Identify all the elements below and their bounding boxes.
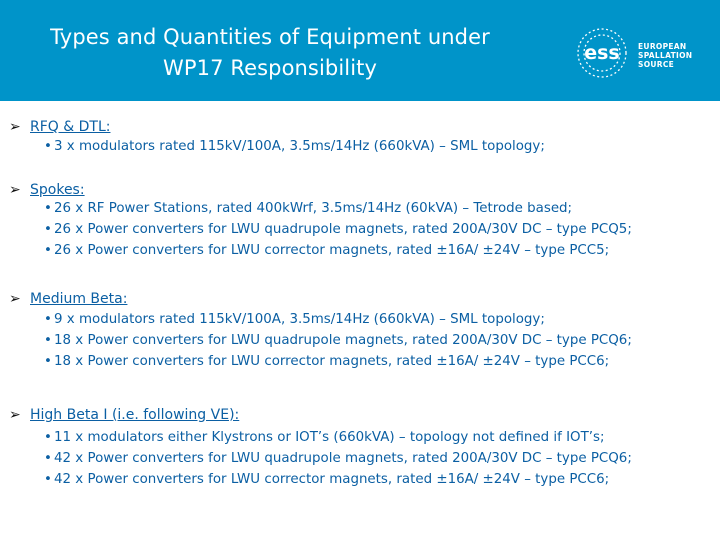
ess-logo-mark-text: ess [584,42,620,64]
bullet-icon: • [44,472,52,487]
list-item: • 18 x Power converters for LWU corrector magnets, rated ±16A/ ±24V – type PCC6; [44,354,610,369]
section-label: RFQ & DTL: [30,119,111,135]
bullet-icon: • [44,430,52,445]
bullet-icon: • [44,139,52,154]
section-label: Spokes: [30,182,85,198]
bullet-icon: • [44,312,52,327]
bullet-icon: • [44,222,52,237]
bullet-icon: • [44,201,52,216]
bullet-icon: • [44,243,52,258]
bullet-icon: • [44,333,52,348]
section-label: Medium Beta: [30,291,128,307]
bullet-icon: • [44,354,52,369]
list-item: • 42 x Power converters for LWU corrector magnets, rated ±16A/ ±24V – type PCC6; [44,472,610,487]
section-label: High Beta I (i.e. following VE): [30,407,240,423]
bullet-icon: • [44,451,52,466]
list-item: • 26 x RF Power Stations, rated 400kWrf, 3.5ms/14Hz (60kVA) – Tetrode based; [44,201,573,216]
list-item: • 9 x modulators rated 115kV/100A, 3.5ms/14Hz (660kVA) – SML topology; [44,312,545,327]
logo-line-3: SOURCE [638,60,675,69]
arrow-bullet-icon: ➢ [9,182,21,198]
logo-line-1: EUROPEAN [638,42,687,51]
list-item: • 26 x Power converters for LWU quadrupole magnets, rated 200A/30V DC – type PCQ5; [44,222,632,237]
arrow-bullet-icon: ➢ [9,119,21,135]
page-title-line-1: Types and Quantities of Equipment under [50,25,490,49]
list-item: • 18 x Power converters for LWU quadrupole magnets, rated 200A/30V DC – type PCQ6; [44,333,632,348]
list-item: • 3 x modulators rated 115kV/100A, 3.5ms/14Hz (660kVA) – SML topology; [44,139,545,154]
list-item: • 42 x Power converters for LWU quadrupole magnets, rated 200A/30V DC – type PCQ6; [44,451,632,466]
page-title-line-2: WP17 Responsibility [163,56,377,80]
list-item: • 11 x modulators either Klystrons or IOT’s (660kVA) – topology not defined if IOT’s; [44,430,605,445]
logo-line-2: SPALLATION [638,51,693,60]
arrow-bullet-icon: ➢ [9,407,21,423]
list-item: • 26 x Power converters for LWU corrector magnets, rated ±16A/ ±24V – type PCC5; [44,243,610,258]
arrow-bullet-icon: ➢ [9,291,21,307]
